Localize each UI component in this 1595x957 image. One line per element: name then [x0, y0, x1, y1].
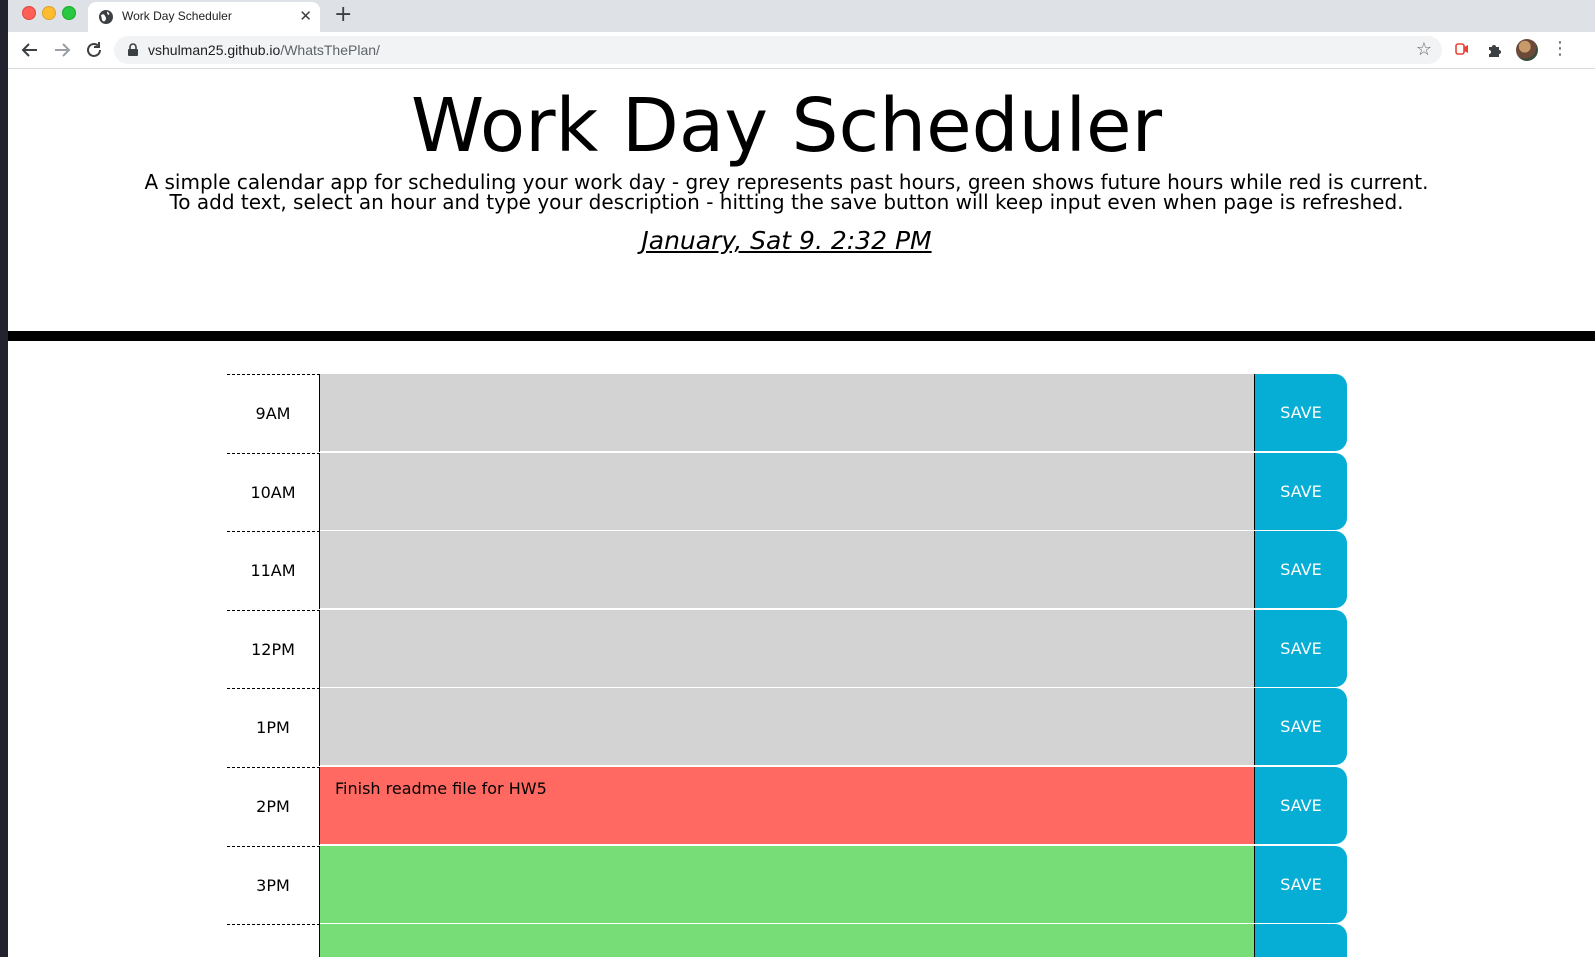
time-block-row: [227, 846, 1357, 925]
hour-label: 9AM: [227, 374, 320, 452]
time-block-row: [227, 531, 1357, 610]
description-line-2: To add text, select an hour and type your description - hitting the save button will keep input even when page is refreshed.: [169, 190, 1404, 214]
hour-label: 12PM: [227, 610, 320, 688]
record-extension-icon[interactable]: [1455, 43, 1469, 55]
save-button[interactable]: [1254, 924, 1347, 957]
bookmark-star-icon[interactable]: ☆: [1415, 39, 1432, 60]
schedule-container: [227, 374, 1357, 957]
hour-label: 3PM: [227, 846, 320, 924]
maximize-window-button[interactable]: [62, 6, 76, 20]
address-bar[interactable]: [114, 36, 1442, 64]
tab-bar: [8, 0, 1595, 32]
lock-icon: [126, 43, 140, 57]
save-button[interactable]: SAVE: [1254, 846, 1347, 923]
time-block-row: [227, 453, 1357, 532]
current-date: January, Sat 9. 2:32 PM: [641, 226, 932, 255]
time-block-row: [227, 374, 1357, 453]
hour-label: 11AM: [227, 531, 320, 609]
url-text: [148, 42, 380, 58]
event-description-input[interactable]: [320, 531, 1254, 609]
save-button[interactable]: SAVE: [1254, 374, 1347, 451]
background-app-strip: [0, 0, 8, 957]
page-title: Work Day Scheduler: [410, 83, 1163, 169]
profile-avatar[interactable]: [1516, 39, 1538, 61]
forward-arrow-icon[interactable]: [50, 38, 74, 62]
hour-label: 2PM: [227, 767, 320, 845]
hour-label: 1PM: [227, 688, 320, 766]
hour-label: 10AM: [227, 453, 320, 531]
event-description-input[interactable]: [320, 688, 1254, 766]
event-description-input[interactable]: [320, 374, 1254, 452]
event-description-input[interactable]: [320, 767, 1254, 845]
time-block-row: [227, 924, 1357, 957]
new-tab-icon[interactable]: +: [334, 2, 353, 27]
save-button[interactable]: SAVE: [1254, 610, 1347, 687]
save-button[interactable]: SAVE: [1254, 453, 1347, 530]
browser-tab[interactable]: [88, 2, 320, 32]
extensions-puzzle-icon[interactable]: [1486, 41, 1504, 59]
event-description-input[interactable]: [320, 453, 1254, 531]
browser-menu-icon[interactable]: ⋮: [1551, 38, 1569, 59]
event-description-input[interactable]: [320, 924, 1254, 957]
time-block-row: [227, 688, 1357, 767]
time-block-row: [227, 610, 1357, 689]
event-description-input[interactable]: [320, 846, 1254, 924]
hour-label: [227, 924, 320, 957]
time-block-row: [227, 767, 1357, 846]
url-path: /WhatsThePlan/: [280, 42, 380, 58]
globe-icon: [98, 9, 114, 25]
event-description-input[interactable]: [320, 610, 1254, 688]
tab-title: Work Day Scheduler: [122, 9, 232, 23]
close-tab-icon[interactable]: ✕: [299, 7, 312, 25]
minimize-window-button[interactable]: [42, 6, 56, 20]
description-line-1: A simple calendar app for scheduling your work day - grey represents past hours, green shows future hours while red is current.: [144, 170, 1429, 194]
reload-icon[interactable]: [82, 38, 106, 62]
browser-toolbar: [8, 32, 1595, 69]
back-arrow-icon[interactable]: [18, 38, 42, 62]
browser-window: [8, 0, 1595, 957]
save-button[interactable]: SAVE: [1254, 688, 1347, 765]
page-header: [8, 69, 1595, 341]
save-button[interactable]: SAVE: [1254, 531, 1347, 608]
url-host: vshulman25.github.io: [148, 42, 281, 58]
page-description: [8, 172, 1565, 212]
close-window-button[interactable]: [22, 6, 36, 20]
save-button[interactable]: SAVE: [1254, 767, 1347, 844]
page-content: [8, 69, 1595, 957]
